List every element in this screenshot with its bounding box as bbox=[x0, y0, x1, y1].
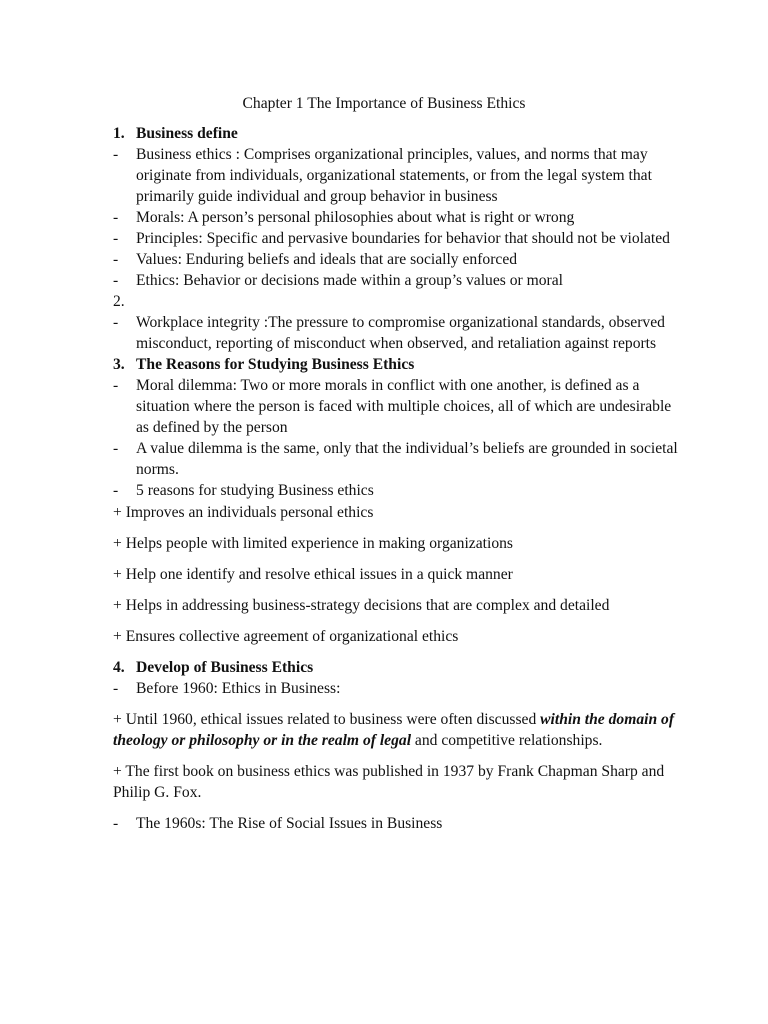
reason-paragraph: + Improves an individuals personal ethics bbox=[113, 504, 374, 521]
dash-marker: - bbox=[113, 251, 119, 268]
section-1-heading bbox=[113, 123, 683, 144]
reason-paragraph: + Ensures collective agreement of organizational ethics bbox=[113, 628, 459, 645]
section-4-heading bbox=[113, 657, 683, 678]
list-item-text: A value dilemma is the same, only that the individual’s beliefs are grounded in societal norms. bbox=[136, 440, 678, 478]
list-item bbox=[113, 270, 683, 291]
list-item bbox=[113, 228, 683, 249]
list-item bbox=[113, 678, 683, 699]
section-number: 3. bbox=[113, 356, 125, 373]
section-3-heading bbox=[113, 354, 683, 375]
section-number: 1. bbox=[113, 125, 125, 142]
list-item-text: Before 1960: Ethics in Business: bbox=[136, 680, 341, 697]
dash-marker: - bbox=[113, 272, 119, 289]
list-item-text: Business ethics : Comprises organizational principles, values, and norms that may originate from individuals, organizational statements, or from the legal system that primarily guide individual and group behavior in business bbox=[136, 146, 652, 205]
section-2-heading bbox=[113, 291, 683, 312]
list-item-text: Workplace integrity :The pressure to compromise organizational standards, observed misconduct, reporting of misconduct when observed, and retaliation against reports bbox=[136, 314, 665, 352]
reason-paragraph: + Helps in addressing business-strategy decisions that are complex and detailed bbox=[113, 597, 610, 614]
paragraph-text: + Until 1960, ethical issues related to business were often discussed bbox=[113, 711, 541, 728]
section-heading: The Reasons for Studying Business Ethics bbox=[136, 356, 415, 373]
dash-marker: - bbox=[113, 440, 119, 457]
list-item-text: Moral dilemma: Two or more morals in conflict with one another, is defined as a situation where the person is faced with multiple choices, all of which are undesirable as defined by the person bbox=[136, 377, 672, 436]
dash-marker: - bbox=[113, 209, 119, 226]
list-item-text: The 1960s: The Rise of Social Issues in Business bbox=[136, 815, 443, 832]
list-item bbox=[113, 813, 683, 834]
reason-paragraph: + Help one identify and resolve ethical issues in a quick manner bbox=[113, 566, 513, 583]
body-paragraph: + The first book on business ethics was published in 1937 by Frank Chapman Sharp and Philip G. Fox. bbox=[113, 763, 665, 801]
list-item-text: Morals: A person’s personal philosophies about what is right or wrong bbox=[136, 209, 575, 226]
dash-marker: - bbox=[113, 314, 119, 331]
document-body bbox=[113, 123, 683, 834]
list-item bbox=[113, 249, 683, 270]
dash-marker: - bbox=[113, 482, 119, 499]
list-item-text: Principles: Specific and pervasive boundaries for behavior that should not be violated bbox=[136, 230, 670, 247]
dash-marker: - bbox=[113, 146, 119, 163]
section-heading: Develop of Business Ethics bbox=[136, 659, 314, 676]
list-item-text: Ethics: Behavior or decisions made within a group’s values or moral bbox=[136, 272, 564, 289]
list-item-text: Values: Enduring beliefs and ideals that are socially enforced bbox=[136, 251, 518, 268]
list-item bbox=[113, 144, 683, 207]
section-heading: Business define bbox=[136, 125, 238, 142]
dash-marker: - bbox=[113, 680, 119, 697]
list-item bbox=[113, 312, 683, 354]
section-number: 4. bbox=[113, 659, 125, 676]
emphasized-text: within the domain of theology or philosophy or in the realm of legal bbox=[113, 711, 675, 749]
document-title: Chapter 1 The Importance of Business Ethics bbox=[242, 95, 526, 112]
dash-marker: - bbox=[113, 230, 119, 247]
list-item bbox=[113, 375, 683, 438]
list-item-text: 5 reasons for studying Business ethics bbox=[136, 482, 374, 499]
list-item bbox=[113, 438, 683, 480]
dash-marker: - bbox=[113, 815, 119, 832]
section-number: 2. bbox=[113, 293, 125, 310]
list-item bbox=[113, 480, 683, 501]
dash-marker: - bbox=[113, 377, 119, 394]
paragraph-text: and competitive relationships. bbox=[411, 732, 603, 749]
reason-paragraph: + Helps people with limited experience in making organizations bbox=[113, 535, 513, 552]
list-item bbox=[113, 207, 683, 228]
body-paragraph bbox=[113, 709, 683, 751]
